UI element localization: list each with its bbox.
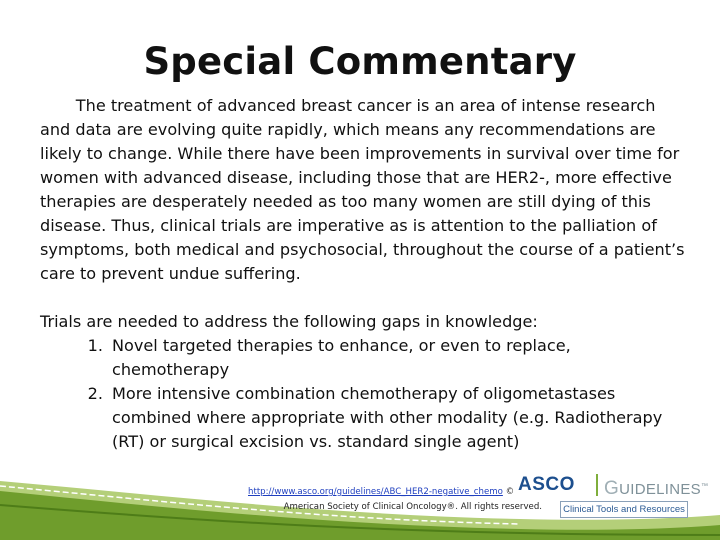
- list-number: 2.: [87, 384, 103, 403]
- guidelines-initial: G: [604, 478, 620, 499]
- copyright-text: American Society of Clinical Oncology®. All rights reserved.: [283, 502, 542, 512]
- trials-list-item: [40, 334, 685, 382]
- list-item-text: Novel targeted therapies to enhance, or even to replace, chemotherapy: [112, 336, 571, 379]
- clinical-tools-badge: Clinical Tools and Resources: [560, 501, 688, 518]
- guidelines-rest: UIDELINES: [619, 481, 701, 498]
- logo-divider: [596, 474, 598, 496]
- trials-list-item: [40, 382, 685, 454]
- asco-guidelines-logo: [518, 472, 709, 522]
- guideline-link[interactable]: http://www.asco.org/guidelines/ABC_HER2-negative_chemo: [248, 487, 503, 497]
- asco-logo-text: ASCO: [518, 474, 575, 495]
- guidelines-logo-text: [604, 478, 708, 500]
- list-item-text: More intensive combination chemotherapy of oligometastases combined where appropriate with other modality (e.g. Radiotherapy (RT) or surgical excision vs. standard single agent): [112, 384, 663, 451]
- commentary-paragraph: The treatment of advanced breast cancer is an area of intense research and data are evolving quite rapidly, which means any recommendations are likely to change. While there have been improvements in survival over time for women with advanced disease, including those that are HER2-, more effective therapies are desperately needed as too many women are still dying of this disease. Thus, clinical trials are imperative as is attention to the palliation of symptoms, both medical and psychosocial, throughout the course of a patient’s care to prevent undue suffering.: [40, 96, 685, 283]
- trials-intro: Trials are needed to address the following gaps in knowledge:: [40, 312, 538, 331]
- copyright-symbol: ©: [505, 487, 515, 497]
- slide-title: Special Commentary: [143, 40, 577, 83]
- trials-section: [40, 310, 685, 454]
- footer-citation: [248, 485, 548, 515]
- trademark-symbol: ™: [700, 483, 709, 490]
- list-number: 1.: [87, 336, 103, 355]
- trials-list: [40, 334, 685, 454]
